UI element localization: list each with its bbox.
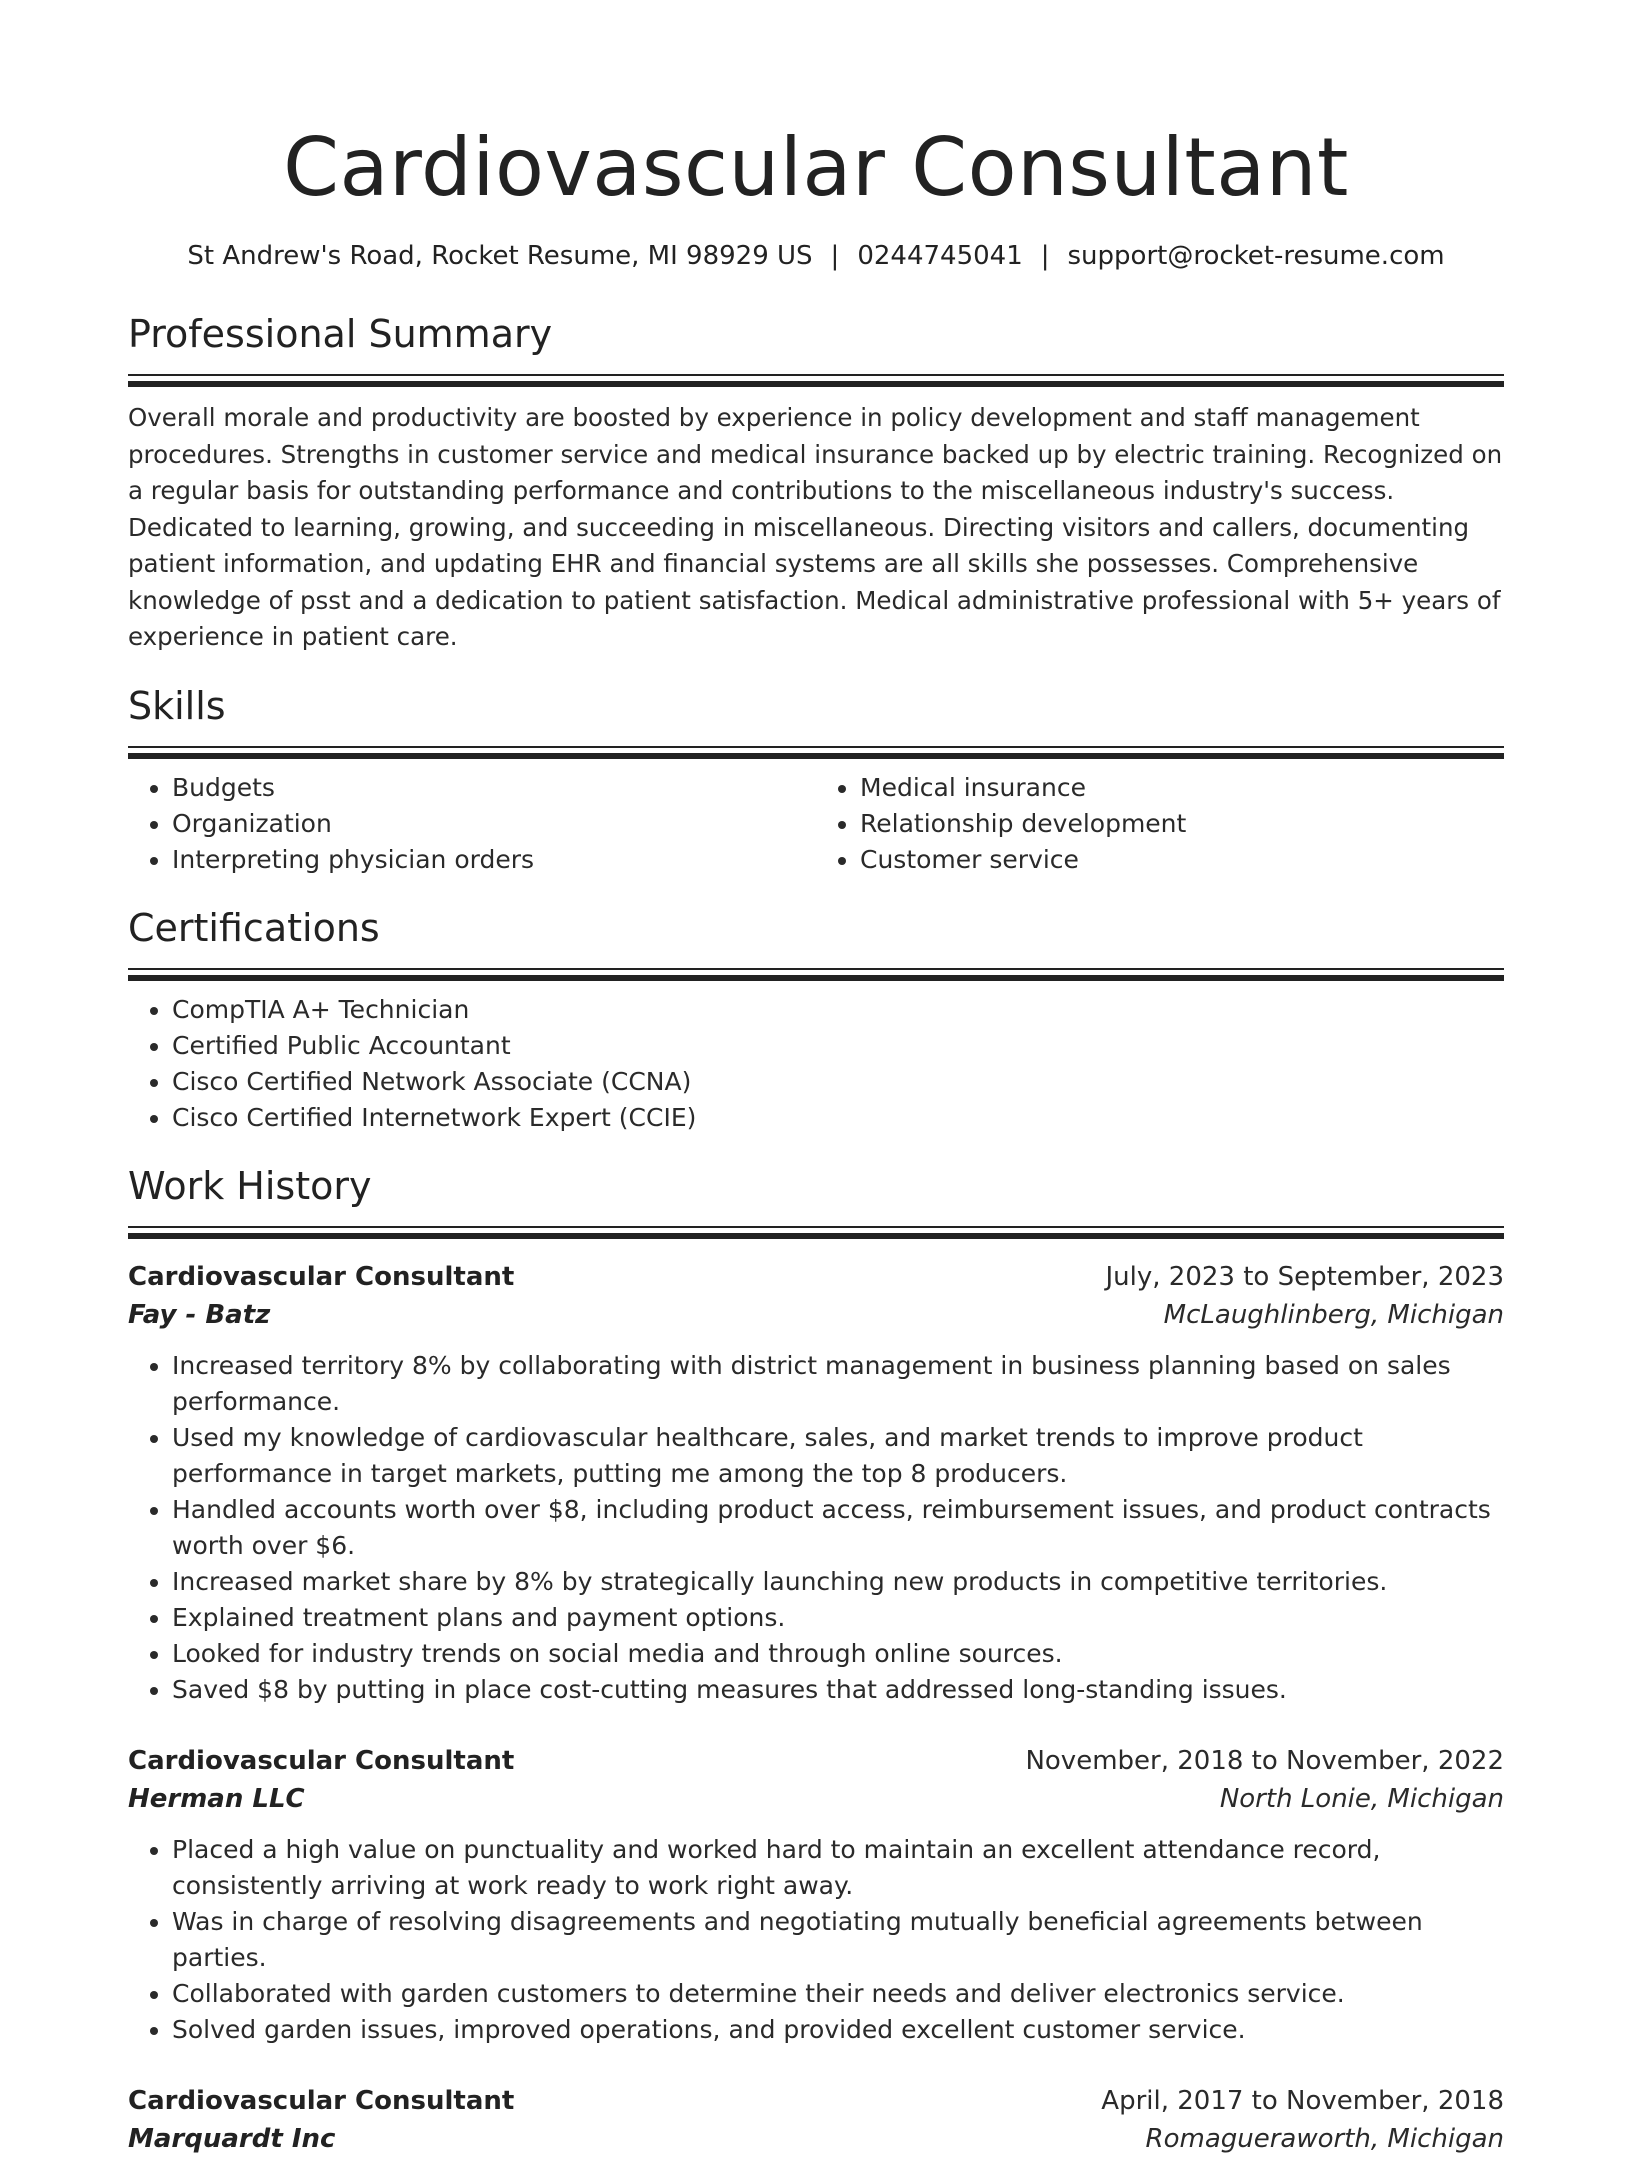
job-location: Romagueraworth, Michigan xyxy=(1145,2123,1504,2154)
job-bullet: • Increased territory 8% by collaborating with district management in business planning based on sales performance. xyxy=(172,1348,1504,1420)
summary-section xyxy=(128,310,1504,656)
job-header-row xyxy=(128,2082,1504,2120)
job-company: Herman LLC xyxy=(128,1783,305,1814)
job-bullet: • Increased market share by 8% by strategically launching new products in competitive territories. xyxy=(172,1564,1504,1600)
job-entry xyxy=(128,1258,1504,1708)
job-dates: April, 2017 to November, 2018 xyxy=(1101,2085,1504,2116)
skills-list-right xyxy=(816,770,1504,878)
section-divider xyxy=(128,374,1504,388)
job-bullets xyxy=(128,1348,1504,1708)
job-title: Cardiovascular Consultant xyxy=(128,1261,515,1292)
skill-item: • Medical insurance xyxy=(860,770,1504,806)
work-history-section xyxy=(128,1162,1504,2158)
section-divider xyxy=(128,746,1504,760)
job-header-row xyxy=(128,1742,1504,1780)
job-title: Cardiovascular Consultant xyxy=(128,1745,515,1776)
summary-text: Overall morale and productivity are boosted by experience in policy development and staff management procedures. Strengths in customer service and medical insurance backed up by electric training. Recognized on a regular basis for outstanding performance and contributions to the miscellaneous industry's success. Dedicated to learning, growing, and succeeding in miscellaneous. Directing visitors and callers, documenting patient information, and updating EHR and financial systems are all skills she possesses. Comprehensive knowledge of psst and a dedication to patient satisfaction. Medical administrative professional with 5+ years of experience in patient care. xyxy=(128,403,1503,651)
resume-name: Cardiovascular Consultant xyxy=(283,121,1349,214)
job-bullet: • Looked for industry trends on social media and through online sources. xyxy=(172,1636,1504,1672)
section-divider xyxy=(128,1226,1504,1240)
job-bullet: • Collaborated with garden customers to determine their needs and deliver electronics service. xyxy=(172,1976,1504,2012)
skills-section xyxy=(128,682,1504,878)
job-subheader-row xyxy=(128,1780,1504,1818)
contact-line xyxy=(128,238,1504,274)
skill-item: • Relationship development xyxy=(860,806,1504,842)
certification-item: • Cisco Certified Network Associate (CCNA) xyxy=(172,1064,1504,1100)
job-entry xyxy=(128,2082,1504,2158)
contact-address: St Andrew's Road, Rocket Resume, MI 98929 US xyxy=(187,241,813,271)
contact-separator: | xyxy=(830,241,840,271)
certifications-section xyxy=(128,904,1504,1136)
skills-grid xyxy=(128,770,1504,878)
job-bullet: • Explained treatment plans and payment options. xyxy=(172,1600,1504,1636)
job-header-row xyxy=(128,1258,1504,1296)
certification-item: • CompTIA A+ Technician xyxy=(172,992,1504,1028)
job-bullet: • Used my knowledge of cardiovascular healthcare, sales, and market trends to improve product performance in target markets, putting me among the top 8 producers. xyxy=(172,1420,1504,1492)
job-company: Marquardt Inc xyxy=(128,2123,336,2154)
skill-item: • Interpreting physician orders xyxy=(172,842,816,878)
section-title-skills: Skills xyxy=(128,683,226,728)
contact-email: support@rocket-resume.com xyxy=(1067,241,1445,271)
job-location: North Lonie, Michigan xyxy=(1219,1783,1504,1814)
job-bullet: • Saved $8 by putting in place cost-cutting measures that addressed long-standing issues. xyxy=(172,1672,1504,1708)
skill-item: • Customer service xyxy=(860,842,1504,878)
job-bullets xyxy=(128,1832,1504,2048)
section-title-summary: Professional Summary xyxy=(128,312,553,356)
section-title-certifications: Certifications xyxy=(128,905,380,950)
contact-separator: | xyxy=(1040,241,1050,271)
contact-phone: 0244745041 xyxy=(857,241,1023,271)
job-bullet: • Solved garden issues, improved operations, and provided excellent customer service. xyxy=(172,2012,1504,2048)
job-entry xyxy=(128,1742,1504,2048)
job-company: Fay - Batz xyxy=(128,1299,271,1330)
job-dates: November, 2018 to November, 2022 xyxy=(1025,1745,1504,1776)
job-subheader-row xyxy=(128,1296,1504,1334)
job-title: Cardiovascular Consultant xyxy=(128,2085,515,2116)
job-bullet: • Placed a high value on punctuality and worked hard to maintain an excellent attendance record, consistently arriving at work ready to work right away. xyxy=(172,1832,1504,1904)
job-dates: July, 2023 to September, 2023 xyxy=(1105,1261,1504,1292)
certification-item: • Certified Public Accountant xyxy=(172,1028,1504,1064)
skills-list-left xyxy=(128,770,816,878)
job-bullet: • Was in charge of resolving disagreements and negotiating mutually beneficial agreements between parties. xyxy=(172,1904,1504,1976)
certifications-list xyxy=(128,992,1504,1136)
skill-item: • Budgets xyxy=(172,770,816,806)
job-location: McLaughlinberg, Michigan xyxy=(1163,1299,1504,1330)
section-divider xyxy=(128,968,1504,982)
certification-item: • Cisco Certified Internetwork Expert (CCIE) xyxy=(172,1100,1504,1136)
job-subheader-row xyxy=(128,2120,1504,2158)
job-bullet: • Handled accounts worth over $8, including product access, reimbursement issues, and product contracts worth over $6. xyxy=(172,1492,1504,1564)
section-title-work-history: Work History xyxy=(128,1163,372,1208)
skill-item: • Organization xyxy=(172,806,816,842)
